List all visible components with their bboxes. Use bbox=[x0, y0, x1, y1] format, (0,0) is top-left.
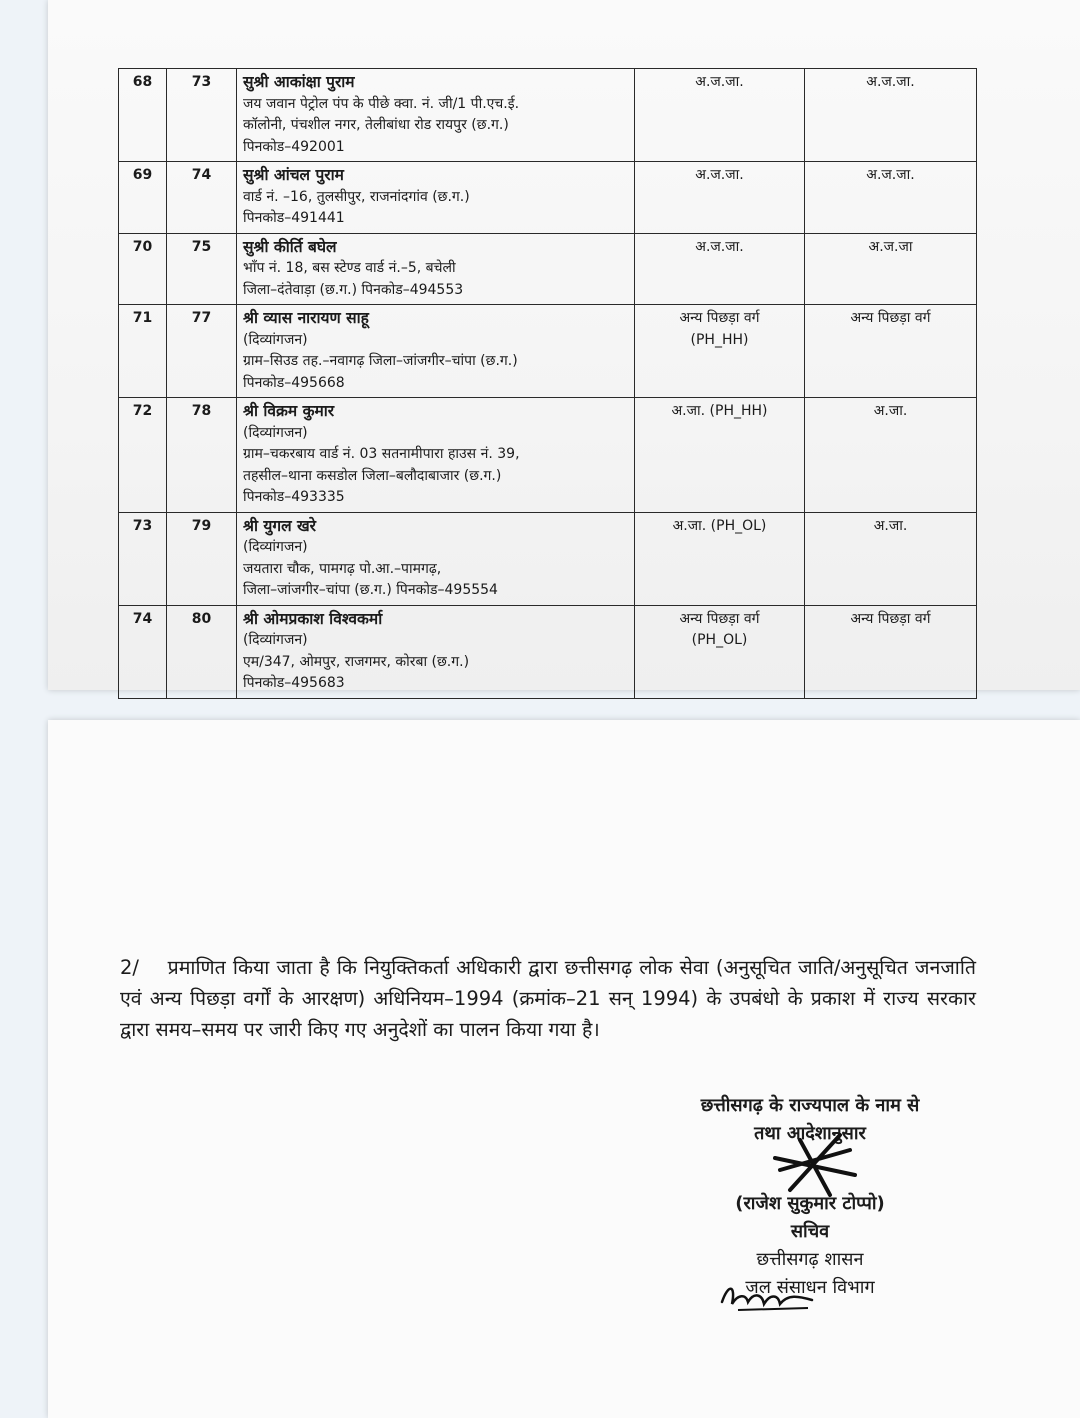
category-text: अन्य पिछड़ा वर्ग bbox=[679, 310, 760, 326]
category-text: (PH_OL) bbox=[691, 632, 748, 648]
selected-category-cell bbox=[805, 398, 977, 513]
candidate-details-cell bbox=[237, 398, 635, 513]
roll-number-cell bbox=[167, 69, 237, 162]
table-row bbox=[119, 233, 977, 305]
paragraph-text: प्रमाणित किया जाता है कि नियुक्तिकर्ता अधिकारी द्वारा छत्तीसगढ़ लोक सेवा (अनुसूचित जाति/अनुसूचित जनजाति एवं अन्य पिछड़ा वर्गों के आरक्षण) अधिनियम–1994 (क्रमांक–21 सन् 1994) के उपबंधो के प्रकाश में राज्य सरकार द्वारा समय–समय पर जारी किए गए अनुदेशों का पालन किया गया है। bbox=[120, 956, 977, 1041]
address-line: जिला–जांजगीर–चांपा (छ.ग.) पिनकोड–495554 bbox=[243, 582, 498, 598]
address-line: वार्ड नं. –16, तुलसीपुर, राजनांदगांव (छ.ग.) bbox=[243, 188, 470, 205]
address-line: भाँप नं. 18, बस स्टेण्ड वार्ड नं.–5, बचेली bbox=[243, 260, 456, 276]
serial-number: 71 bbox=[132, 310, 153, 326]
address-line: ग्राम–सिउड तह.–नवागढ़ जिला–जांजगीर–चांपा (छ.ग.) bbox=[243, 353, 518, 369]
serial-number: 74 bbox=[132, 610, 153, 627]
paragraph-number: 2/ bbox=[120, 956, 139, 979]
signature-line2: तथा आदेशानुसार bbox=[754, 1123, 866, 1144]
candidate-table bbox=[118, 68, 977, 699]
certification-paragraph bbox=[120, 952, 976, 1045]
category-text: अन्य पिछड़ा वर्ग bbox=[850, 610, 931, 627]
signatory-name: (राजेश सुकुमार टोप्पो) bbox=[735, 1193, 885, 1214]
roll-number-cell bbox=[167, 305, 237, 398]
table-row bbox=[119, 69, 977, 162]
category-text: अ.जा. bbox=[873, 517, 908, 534]
category-text: अ.जा. (PH_HH) bbox=[671, 403, 768, 419]
selected-category-cell bbox=[805, 305, 977, 398]
selected-category-cell bbox=[805, 162, 977, 234]
category-text: अन्य पिछड़ा वर्ग bbox=[850, 310, 931, 326]
roll-number: 75 bbox=[191, 238, 212, 255]
serial-number: 72 bbox=[132, 403, 153, 419]
applied-category-cell bbox=[635, 233, 805, 305]
candidate-details-cell bbox=[237, 605, 635, 698]
category-text: अ.ज.जा bbox=[868, 238, 913, 255]
applied-category-cell bbox=[635, 69, 805, 162]
roll-number: 80 bbox=[191, 610, 212, 627]
roll-number: 74 bbox=[191, 167, 212, 183]
selected-category-cell bbox=[805, 233, 977, 305]
applied-category-cell bbox=[635, 398, 805, 513]
serial-number-cell bbox=[119, 162, 167, 234]
address-line: (दिव्यांगजन) bbox=[243, 539, 308, 555]
candidate-details-cell bbox=[237, 233, 635, 305]
candidate-name: श्री ओमप्रकाश विश्वकर्मा bbox=[243, 609, 383, 628]
serial-number: 70 bbox=[132, 238, 153, 255]
address-line: कॉलोनी, पंचशील नगर, तेलीबांधा रोड रायपुर (छ.ग.) bbox=[243, 117, 509, 133]
table-row bbox=[119, 605, 977, 698]
page-bottom bbox=[48, 720, 1080, 1418]
table-row bbox=[119, 512, 977, 605]
roll-number-cell bbox=[167, 512, 237, 605]
address-line: जिला–दंतेवाड़ा (छ.ग.) पिनकोड–494553 bbox=[243, 281, 464, 298]
serial-number-cell bbox=[119, 512, 167, 605]
address-line: (दिव्यांगजन) bbox=[243, 632, 308, 648]
category-text: अ.ज.जा. bbox=[695, 238, 744, 255]
roll-number: 77 bbox=[191, 310, 212, 326]
candidate-name: श्री युगल खरे bbox=[243, 516, 317, 535]
roll-number-cell bbox=[167, 398, 237, 513]
candidate-name: श्री व्यास नारायण साहू bbox=[243, 309, 369, 327]
candidate-details-cell bbox=[237, 512, 635, 605]
candidate-details-cell bbox=[237, 305, 635, 398]
serial-number-cell bbox=[119, 605, 167, 698]
address-line: एम/347, ओमपुर, राजगमर, कोरबा (छ.ग.) bbox=[243, 653, 470, 670]
category-text: (PH_HH) bbox=[690, 331, 749, 348]
serial-number: 69 bbox=[132, 167, 153, 183]
address-line: पिनकोड–495668 bbox=[243, 374, 345, 391]
initials-scribble bbox=[718, 1280, 818, 1314]
address-line: (दिव्यांगजन) bbox=[243, 331, 308, 348]
signatory-designation: सचिव bbox=[790, 1221, 830, 1242]
candidate-name: सुश्री आंचल पुराम bbox=[243, 166, 344, 184]
serial-number-cell bbox=[119, 69, 167, 162]
address-line: ग्राम–चकरबाय वार्ड नं. 03 सतनामीपारा हाउस नं. 39, bbox=[243, 446, 520, 462]
category-text: अ.ज.जा. bbox=[866, 74, 915, 90]
table-row bbox=[119, 162, 977, 234]
candidate-details-cell bbox=[237, 162, 635, 234]
serial-number-cell bbox=[119, 233, 167, 305]
roll-number: 73 bbox=[191, 74, 212, 90]
applied-category-cell bbox=[635, 512, 805, 605]
table-row bbox=[119, 305, 977, 398]
roll-number-cell bbox=[167, 162, 237, 234]
candidate-details-cell bbox=[237, 69, 635, 162]
address-line: पिनकोड–495683 bbox=[243, 675, 345, 691]
category-text: अ.ज.जा. bbox=[866, 167, 915, 183]
roll-number-cell bbox=[167, 233, 237, 305]
roll-number: 79 bbox=[191, 517, 212, 534]
category-text: अन्य पिछड़ा वर्ग bbox=[679, 610, 760, 627]
signatory-department: जल संसाधन विभाग bbox=[745, 1277, 875, 1298]
category-text: अ.ज.जा. bbox=[695, 167, 744, 183]
signature-block bbox=[640, 1092, 980, 1302]
address-line: पिनकोड–493335 bbox=[243, 489, 345, 505]
handwritten-signature bbox=[770, 1130, 860, 1200]
category-text: अ.जा. bbox=[873, 403, 908, 419]
roll-number-cell bbox=[167, 605, 237, 698]
address-line: (दिव्यांगजन) bbox=[243, 424, 308, 441]
category-text: अ.ज.जा. bbox=[695, 74, 744, 90]
candidate-name: सुश्री आकांक्षा पुराम bbox=[243, 73, 355, 91]
roll-number: 78 bbox=[191, 403, 212, 419]
table-row bbox=[119, 398, 977, 513]
applied-category-cell bbox=[635, 305, 805, 398]
serial-number-cell bbox=[119, 398, 167, 513]
serial-number: 68 bbox=[132, 74, 153, 90]
selected-category-cell bbox=[805, 512, 977, 605]
address-line: पिनकोड–492001 bbox=[243, 138, 345, 155]
category-text: अ.जा. (PH_OL) bbox=[672, 517, 767, 534]
signatory-government: छत्तीसगढ़ शासन bbox=[756, 1249, 864, 1270]
applied-category-cell bbox=[635, 162, 805, 234]
selected-category-cell bbox=[805, 69, 977, 162]
serial-number: 73 bbox=[132, 517, 153, 534]
applied-category-cell bbox=[635, 605, 805, 698]
candidate-name: सुश्री कीर्ति बघेल bbox=[243, 237, 337, 256]
candidate-name: श्री विक्रम कुमार bbox=[243, 402, 335, 420]
selected-category-cell bbox=[805, 605, 977, 698]
address-line: जयतारा चौक, पामगढ़ पो.आ.–पामगढ़, bbox=[243, 560, 442, 577]
address-line: तहसील–थाना कसडोल जिला–बलौदाबाजार (छ.ग.) bbox=[243, 467, 502, 484]
signature-line1: छत्तीसगढ़ के राज्यपाल के नाम से bbox=[700, 1095, 920, 1116]
address-line: पिनकोड–491441 bbox=[243, 210, 345, 226]
address-line: जय जवान पेट्रोल पंप के पीछे क्वा. नं. जी/1 पी.एच.ई. bbox=[243, 95, 520, 112]
serial-number-cell bbox=[119, 305, 167, 398]
